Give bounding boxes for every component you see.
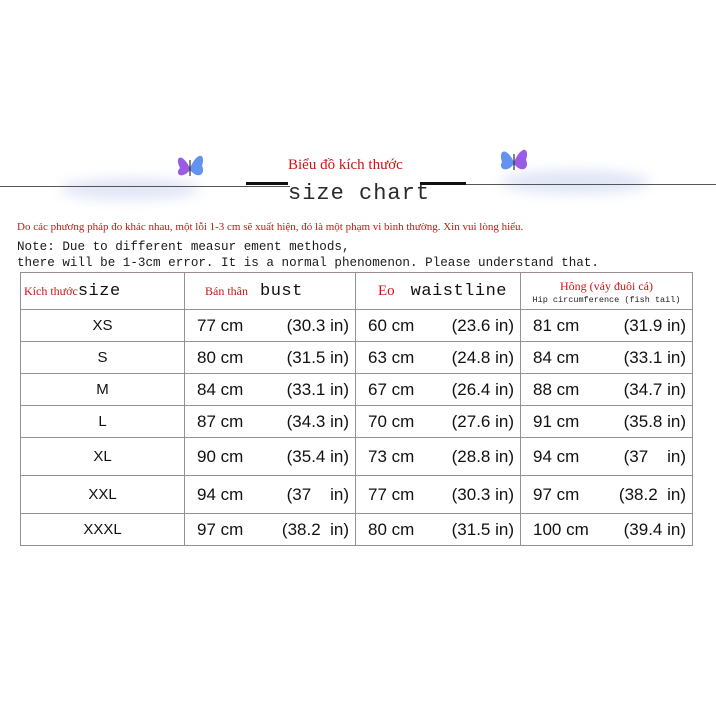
size-cell: M [21, 374, 185, 406]
waist-cell [356, 342, 521, 374]
hip-value [521, 316, 692, 336]
header-hip-vn: Hông (váy đuôi cá) [560, 279, 653, 293]
page-title-vn: Biểu đồ kích thước [288, 157, 403, 173]
table-header-row [21, 273, 693, 310]
size-cell: XL [21, 438, 185, 476]
hip-in: (35.8 in) [623, 411, 686, 431]
header-hip [521, 273, 693, 310]
waist-in: (31.5 in) [451, 519, 514, 539]
hip-cell [521, 310, 693, 342]
header-size-vn: Kích thước [24, 283, 78, 298]
hip-in: (37 in) [623, 446, 686, 466]
waist-cell [356, 406, 521, 438]
bust-cm: 77 cm [197, 315, 244, 335]
divider-line-left [0, 186, 290, 187]
bust-cm: 90 cm [197, 446, 244, 466]
bust-cm: 97 cm [197, 519, 244, 539]
waist-in: (27.6 in) [451, 411, 514, 431]
note-en-line2: there will be 1-3cm error. It is a normal phenomenon. Please understand that. [17, 256, 599, 270]
bust-in: (34.3 in) [286, 411, 349, 431]
size-table [20, 272, 693, 546]
header-bust [185, 273, 356, 310]
butterfly-icon [496, 142, 532, 178]
hip-value [521, 412, 692, 432]
bust-value [185, 380, 355, 400]
waist-cm: 80 cm [368, 519, 415, 539]
hip-cell [521, 374, 693, 406]
waist-in: (23.6 in) [451, 315, 514, 335]
table-row [21, 438, 693, 476]
table-row [21, 374, 693, 406]
hip-in: (39.4 in) [623, 519, 686, 539]
bust-cell [185, 476, 356, 514]
hip-cm: 94 cm [533, 446, 580, 466]
divider-line-right [428, 184, 716, 185]
header-hip-en: Hip circumference (fish tail) [532, 295, 681, 305]
hip-cell [521, 438, 693, 476]
bust-cm: 84 cm [197, 379, 244, 399]
size-cell: L [21, 406, 185, 438]
hip-cell [521, 342, 693, 374]
hip-cell [521, 476, 693, 514]
waist-cell [356, 374, 521, 406]
waist-cell [356, 438, 521, 476]
waist-cell [356, 514, 521, 546]
hip-value [521, 520, 692, 540]
bust-cell [185, 374, 356, 406]
waist-cm: 67 cm [368, 379, 415, 399]
size-cell: XXL [21, 476, 185, 514]
bust-in: (31.5 in) [286, 347, 349, 367]
header-bust-vn: Bán thân [205, 283, 248, 298]
note-en [17, 239, 599, 271]
bust-value [185, 447, 355, 467]
header-waist-vn: Eo [378, 282, 395, 299]
hip-value [521, 348, 692, 368]
bust-in: (35.4 in) [286, 446, 349, 466]
waist-cm: 70 cm [368, 411, 415, 431]
header-bust-en: bust [260, 281, 303, 301]
hip-cm: 88 cm [533, 379, 580, 399]
hip-in: (31.9 in) [623, 315, 686, 335]
bust-in: (38.2 in) [281, 519, 349, 539]
hip-cm: 81 cm [533, 315, 580, 335]
bust-cm: 80 cm [197, 347, 244, 367]
bust-in: (37 in) [286, 484, 349, 504]
waist-cell [356, 476, 521, 514]
table-row [21, 406, 693, 438]
hip-cm: 100 cm [533, 519, 589, 539]
waist-value [356, 380, 520, 400]
bust-cell [185, 342, 356, 374]
table-row [21, 476, 693, 514]
waist-value [356, 520, 520, 540]
bust-cm: 94 cm [197, 484, 244, 504]
bust-value [185, 485, 355, 505]
hip-cm: 97 cm [533, 484, 580, 504]
header-size-en: size [77, 281, 121, 301]
size-cell: S [21, 342, 185, 374]
waist-cm: 60 cm [368, 315, 415, 335]
header-waist-en: waistline [410, 281, 507, 301]
waist-in: (26.4 in) [451, 379, 514, 399]
hip-in: (34.7 in) [623, 379, 686, 399]
waist-value [356, 412, 520, 432]
waist-value [356, 447, 520, 467]
table-row [21, 310, 693, 342]
bust-value [185, 316, 355, 336]
header-size [21, 273, 185, 310]
divider-bar-left [246, 182, 288, 185]
hip-value [521, 447, 692, 467]
bust-in: (30.3 in) [286, 315, 349, 335]
waist-in: (24.8 in) [451, 347, 514, 367]
bust-cell [185, 438, 356, 476]
hip-in: (38.2 in) [618, 484, 686, 504]
bust-cell [185, 406, 356, 438]
waist-value [356, 316, 520, 336]
hip-value [521, 485, 692, 505]
size-cell: XXXL [21, 514, 185, 546]
size-cell: XS [21, 310, 185, 342]
waist-value [356, 485, 520, 505]
bust-value [185, 348, 355, 368]
note-en-line1: Note: Due to different measur ement methods, [17, 240, 350, 254]
hip-cm: 84 cm [533, 347, 580, 367]
butterfly-icon [172, 148, 208, 184]
waist-cm: 73 cm [368, 446, 415, 466]
waist-in: (28.8 in) [451, 446, 514, 466]
bust-value [185, 520, 355, 540]
bust-cell [185, 514, 356, 546]
hip-cell [521, 514, 693, 546]
waist-cell [356, 310, 521, 342]
bust-cm: 87 cm [197, 411, 244, 431]
table-row [21, 514, 693, 546]
bust-cell [185, 310, 356, 342]
note-vn: Do các phương pháp đo khác nhau, một lỗi 1-3 cm sẽ xuất hiện, đó là một phạm vi bình thường. Xin vui lòng hiểu. [17, 221, 524, 233]
bust-in: (33.1 in) [286, 379, 349, 399]
header-waist [356, 273, 521, 310]
bust-value [185, 412, 355, 432]
page-title: size chart [288, 181, 431, 206]
waist-in: (30.3 in) [451, 484, 514, 504]
hip-cell [521, 406, 693, 438]
hip-cm: 91 cm [533, 411, 580, 431]
waist-value [356, 348, 520, 368]
hip-in: (33.1 in) [623, 347, 686, 367]
hip-value [521, 380, 692, 400]
waist-cm: 77 cm [368, 484, 415, 504]
table-row [21, 342, 693, 374]
waist-cm: 63 cm [368, 347, 415, 367]
